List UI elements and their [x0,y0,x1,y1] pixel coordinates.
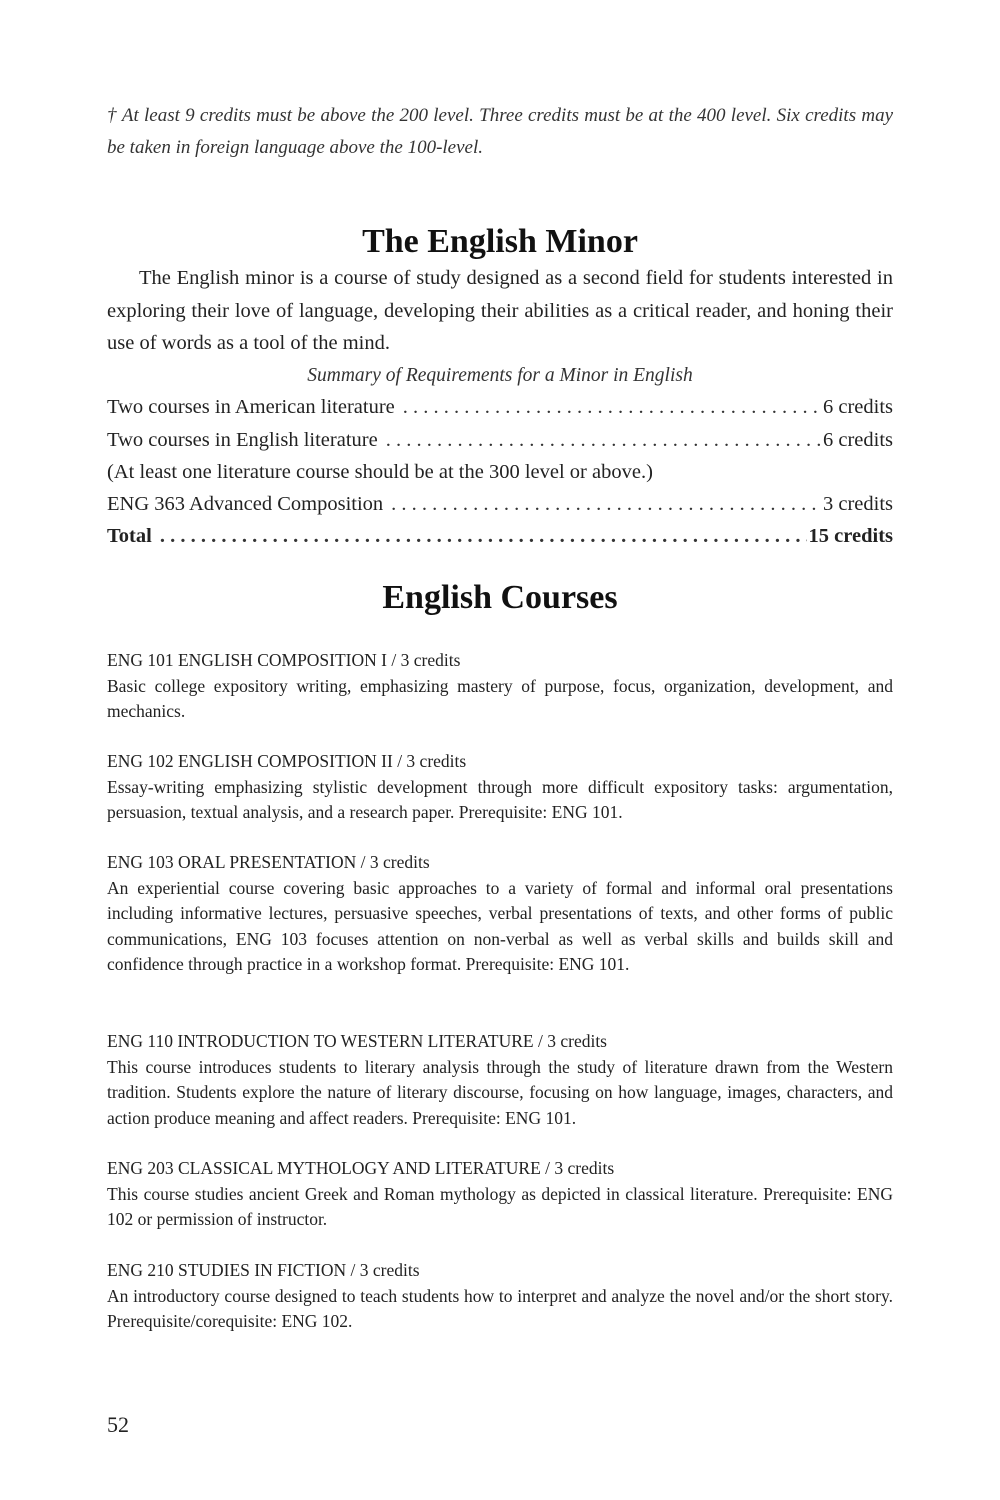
course-entry [107,1156,893,1233]
course-description: An introductory course designed to teach students how to interpret and analyze the novel and/or the short story. Prerequisite/corequisite: ENG 102. [107,1285,893,1331]
requirement-row [107,489,893,519]
course-description: Essay-writing emphasizing stylistic development through more difficult expository tasks: argumentation, persuasion, textual analysis, and a research paper. Prerequisite: ENG 101. [107,776,893,822]
summary-title: Summary of Requirements for a Minor in English [307,365,693,386]
requirement-credits: 3 credits [822,493,893,515]
course-description: Basic college expository writing, emphasizing mastery of purpose, focus, organization, development, and mechanics. [107,675,893,721]
course-title: ENG 210 STUDIES IN FICTION / 3 credits [107,1260,420,1280]
requirement-label: Two courses in English literature [107,429,378,451]
requirement-credits: 6 credits [822,429,893,451]
requirement-label: Two courses in American literature [107,396,395,418]
minor-heading: The English Minor [362,223,638,260]
courses-heading: English Courses [382,579,618,616]
page-number: 52 [107,1412,129,1437]
dot-leader [391,489,821,519]
total-credits: 15 credits [808,525,893,547]
course-description: This course introduces students to literary analysis through the study of literature drawn from the Western tradition. Students explore the nature of literary discourse, focusing on how language, images, characters, and action produce meaning and affect readers. Prerequisite: ENG 101. [107,1056,893,1128]
course-entry [107,850,893,978]
course-title: ENG 203 CLASSICAL MYTHOLOGY AND LITERATURE / 3 credits [107,1158,615,1178]
course-title: ENG 102 ENGLISH COMPOSITION II / 3 credits [107,751,467,771]
requirement-row [107,392,893,422]
dot-leader [403,392,821,422]
course-entry [107,648,893,725]
course-title: ENG 110 INTRODUCTION TO WESTERN LITERATURE / 3 credits [107,1031,607,1051]
dot-leader [386,425,821,455]
footnote: † At least 9 credits must be above the 200 level. Three credits must be at the 400 level. Six credits may be taken in foreign language above the 100-level. [107,105,893,158]
course-entry [107,1258,893,1335]
total-label: Total [107,525,152,547]
requirement-credits: 6 credits [822,396,893,418]
course-title: ENG 103 ORAL PRESENTATION / 3 credits [107,852,430,872]
requirement-row [107,425,893,455]
course-description: An experiential course covering basic approaches to a variety of formal and informal oral presentations including informative lectures, persuasive speeches, verbal presentations of texts, and other forms of public communications, ENG 103 focuses attention on non-verbal as well as verbal skills and builds skill and confidence through practice in a workshop format. Prerequisite: ENG 101. [107,877,893,974]
dot-leader [160,521,807,551]
total-row [107,521,893,551]
course-entry [107,1029,893,1131]
course-title: ENG 101 ENGLISH COMPOSITION I / 3 credits [107,650,461,670]
minor-intro: The English minor is a course of study designed as a second field for students interested in exploring their love of language, developing their abilities as a critical reader, and honing their use of words as a tool of the mind. [107,267,893,354]
course-description: This course studies ancient Greek and Roman mythology as depicted in classical literature. Prerequisite: ENG 102 or permission of instructor. [107,1183,893,1229]
requirement-label: ENG 363 Advanced Composition [107,493,384,515]
requirement-note: (At least one literature course should be at the 300 level or above.) [107,461,653,483]
course-entry [107,749,893,826]
